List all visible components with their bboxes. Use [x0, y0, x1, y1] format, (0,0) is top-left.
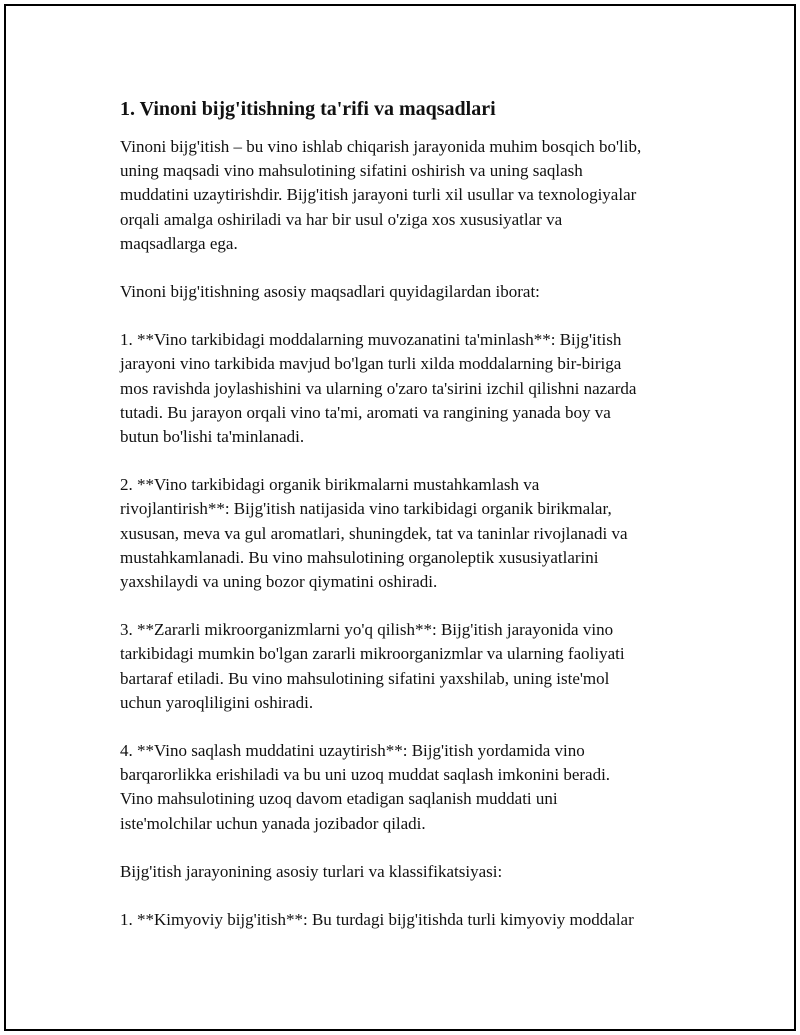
paragraph-goal-3	[120, 618, 710, 715]
paragraph-goals-heading	[120, 280, 710, 304]
text-line: 4. **Vino saqlash muddatini uzaytirish**: Bijg'itish yordamida vino	[120, 741, 585, 761]
paragraph-type-1	[120, 908, 710, 932]
document-title: 1. Vinoni bijg'itishning ta'rifi va maqsadlari	[120, 98, 496, 120]
paragraph-goal-2	[120, 473, 710, 594]
text-line: barqarorlikka erishiladi va bu uni uzoq muddat saqlash imkonini beradi.	[120, 765, 611, 785]
text-line: mos ravishda joylashishini va ularning o'zaro ta'sirini izchil qilishni nazarda	[120, 378, 637, 398]
text-line: yaxshilaydi va uning bozor qiymatini oshiradi.	[120, 572, 438, 592]
text-line: jarayoni vino tarkibida mavjud bo'lgan turli xilda moddalarning bir-biriga	[120, 354, 622, 374]
text-line: mustahkamlanadi. Bu vino mahsulotining organoleptik xususiyatlarini	[120, 547, 599, 567]
page-frame	[4, 4, 796, 1031]
text-line: Bijg'itish jarayonining asosiy turlari va klassifikatsiyasi:	[120, 861, 503, 881]
document-body	[120, 96, 710, 956]
text-line: maqsadlarga ega.	[120, 233, 238, 253]
text-line: 1. **Vino tarkibidagi moddalarning muvozanatini ta'minlash**: Bijg'itish	[120, 330, 622, 350]
paragraph-goal-1	[120, 328, 710, 449]
paragraph-goal-4	[120, 739, 710, 836]
text-line: Vino mahsulotining uzoq davom etadigan saqlanish muddati uni	[120, 789, 558, 809]
text-line: muddatini uzaytirishdir. Bijg'itish jarayoni turli xil usullar va texnologiyalar	[120, 185, 637, 205]
text-line: xususan, meva va gul aromatlari, shuningdek, tat va taninlar rivojlanadi va	[120, 523, 628, 543]
paragraph-types-heading	[120, 860, 710, 884]
text-line: butun bo'lishi ta'minlanadi.	[120, 427, 305, 447]
text-line: rivojlantirish**: Bijg'itish natijasida vino tarkibidagi organik birikmalar,	[120, 499, 612, 519]
paragraph-intro	[120, 135, 710, 256]
text-line: tarkibidagi mumkin bo'lgan zararli mikroorganizmlar va ularning faoliyati	[120, 644, 625, 664]
text-line: orqali amalga oshiriladi va har bir usul o'ziga xos xususiyatlar va	[120, 209, 563, 229]
text-line: 3. **Zararli mikroorganizmlarni yo'q qilish**: Bijg'itish jarayonida vino	[120, 620, 614, 640]
text-line: 1. **Kimyoviy bijg'itish**: Bu turdagi bijg'itishda turli kimyoviy moddalar	[120, 910, 634, 930]
text-line: Vinoni bijg'itish – bu vino ishlab chiqarish jarayonida muhim bosqich bo'lib,	[120, 137, 642, 156]
text-line: tutadi. Bu jarayon orqali vino ta'mi, aromati va rangining yanada boy va	[120, 402, 611, 422]
text-line: iste'molchilar uchun yanada jozibador qiladi.	[120, 813, 426, 833]
text-line: uning maqsadi vino mahsulotining sifatini oshirish va uning saqlash	[120, 161, 583, 181]
text-line: 2. **Vino tarkibidagi organik birikmalarni mustahkamlash va	[120, 475, 540, 495]
text-line: uchun yaroqliligini oshiradi.	[120, 692, 314, 712]
text-line: Vinoni bijg'itishning asosiy maqsadlari quyidagilardan iborat:	[120, 282, 540, 302]
text-line: bartaraf etiladi. Bu vino mahsulotining sifatini yaxshilab, uning iste'mol	[120, 668, 610, 688]
